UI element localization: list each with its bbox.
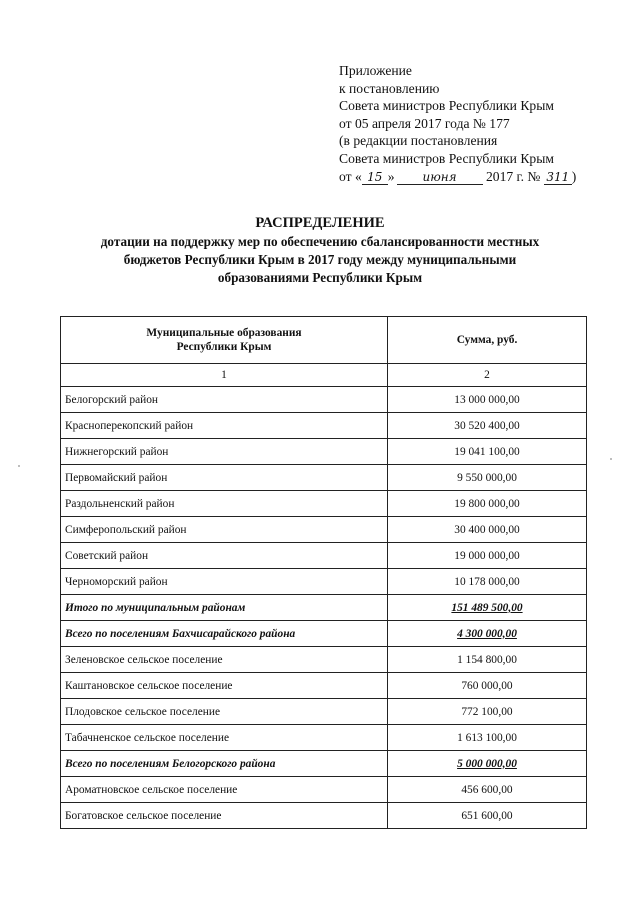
row-name: Всего по поселениям Бахчисарайского района (61, 621, 388, 647)
appendix-line: Совета министров Республики Крым (339, 98, 554, 114)
table-row (61, 673, 587, 699)
row-amount: 651 600,00 (388, 803, 587, 829)
row-name: Каштановское сельское поселение (61, 673, 388, 699)
table-row (61, 699, 587, 725)
appendix-block (339, 62, 576, 185)
row-amount: 1 154 800,00 (388, 647, 587, 673)
table-row (61, 777, 587, 803)
row-amount: 772 100,00 (388, 699, 587, 725)
row-amount: 19 800 000,00 (388, 491, 587, 517)
appendix-line: Совета министров Республики Крым (339, 150, 554, 166)
row-amount: 19 000 000,00 (388, 543, 587, 569)
date-mid: » (387, 168, 395, 184)
table-row (61, 803, 587, 829)
row-amount: 760 000,00 (388, 673, 587, 699)
scan-speck (610, 458, 612, 460)
row-amount: 30 520 400,00 (388, 413, 587, 439)
row-amount: 1 613 100,00 (388, 725, 587, 751)
distribution-table (60, 316, 587, 829)
handwritten-day: 15 (362, 170, 388, 185)
column-number: 1 (61, 364, 388, 387)
title-line: дотации на поддержку мер по обеспечению сбалансированности местных (100, 234, 540, 249)
row-amount: 10 178 000,00 (388, 569, 587, 595)
document-title (40, 215, 600, 286)
title-heading: РАСПРЕДЕЛЕНИЕ (255, 215, 385, 231)
header-text: Муниципальные образования (146, 327, 302, 339)
table-header-row (61, 317, 587, 364)
date-prefix: от « (339, 168, 362, 184)
table-row (61, 543, 587, 569)
row-name: Итого по муниципальным районам (61, 595, 388, 621)
table-row (61, 647, 587, 673)
total-row (61, 595, 587, 621)
row-name: Богатовское сельское поселение (61, 803, 388, 829)
table-row (61, 517, 587, 543)
row-name: Табачненское сельское поселение (61, 725, 388, 751)
table-row (61, 569, 587, 595)
row-amount: 30 400 000,00 (388, 517, 587, 543)
date-suffix: ) (571, 168, 577, 184)
row-name: Черноморский район (61, 569, 388, 595)
column-number-row (61, 364, 587, 387)
appendix-line: Приложение (339, 63, 412, 78)
row-amount: 5 000 000,00 (388, 751, 587, 777)
row-name: Плодовское сельское поселение (61, 699, 388, 725)
row-name: Белогорский район (61, 387, 388, 413)
table-row (61, 387, 587, 413)
appendix-line: (в редакции постановления (339, 133, 498, 149)
header-text: Республики Крым (176, 341, 272, 353)
row-name: Раздольненский район (61, 491, 388, 517)
row-name: Первомайский район (61, 465, 388, 491)
row-amount: 456 600,00 (388, 777, 587, 803)
column-header-amount: Сумма, руб. (388, 317, 587, 364)
row-name: Зеленовское сельское поселение (61, 647, 388, 673)
appendix-line: к постановлению (339, 80, 440, 96)
row-amount: 13 000 000,00 (388, 387, 587, 413)
appendix-line: от 05 апреля 2017 года № 177 (339, 115, 510, 131)
appendix-date-line (339, 168, 576, 186)
column-number: 2 (388, 364, 587, 387)
row-amount: 9 550 000,00 (388, 465, 587, 491)
table-row (61, 491, 587, 517)
row-name: Ароматновское сельское поселение (61, 777, 388, 803)
row-amount: 19 041 100,00 (388, 439, 587, 465)
table-row (61, 725, 587, 751)
title-line: образованиями Республики Крым (217, 270, 423, 285)
row-name: Симферопольский район (61, 517, 388, 543)
row-name: Красноперекопский район (61, 413, 388, 439)
total-row (61, 751, 587, 777)
row-name: Всего по поселениям Белогорского района (61, 751, 388, 777)
handwritten-month: июня (397, 170, 483, 185)
table-row (61, 465, 587, 491)
table-row (61, 413, 587, 439)
column-header-municipality (61, 317, 388, 364)
handwritten-number: 311 (544, 170, 572, 185)
row-amount: 151 489 500,00 (388, 595, 587, 621)
title-line: бюджетов Республики Крым в 2017 году между муниципальными (123, 252, 517, 267)
date-year: 2017 г. № (485, 168, 541, 184)
row-name: Советский район (61, 543, 388, 569)
row-amount: 4 300 000,00 (388, 621, 587, 647)
row-name: Нижнегорский район (61, 439, 388, 465)
scan-speck (18, 465, 20, 467)
table-row (61, 439, 587, 465)
total-row (61, 621, 587, 647)
